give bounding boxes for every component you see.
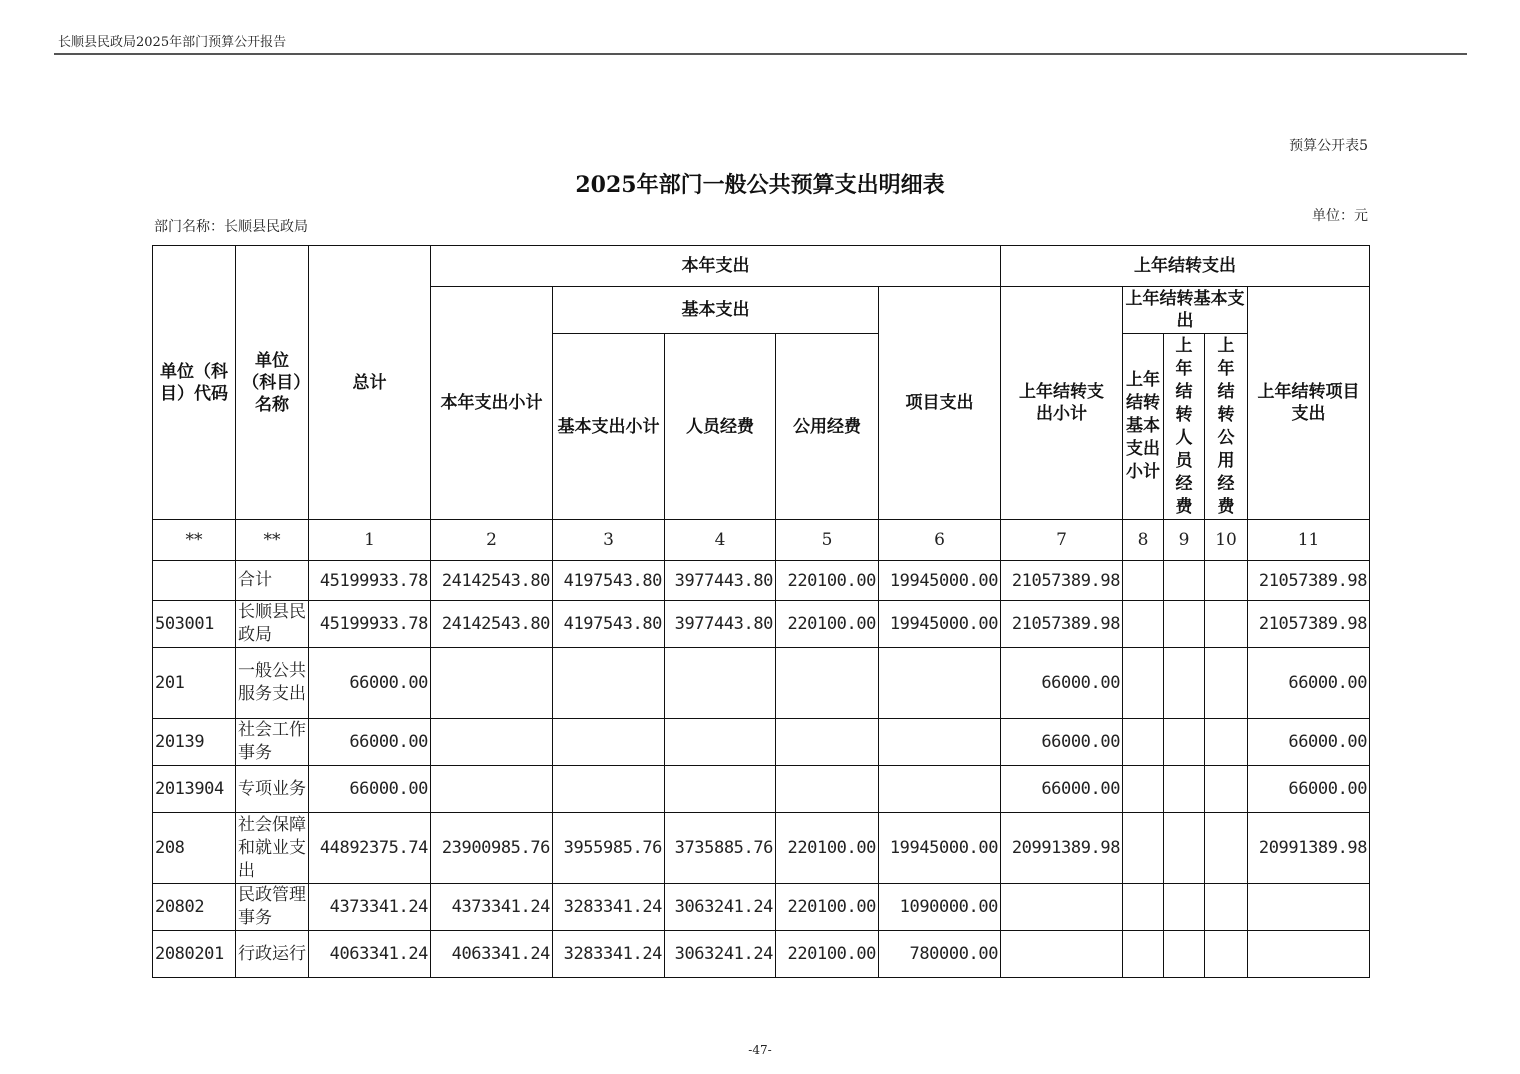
index-cell: 10 [1205, 520, 1248, 561]
cell-public: 220100.00 [776, 884, 879, 931]
cell-public: 220100.00 [776, 561, 879, 601]
index-cell: 1 [309, 520, 431, 561]
cell-prior-project: 66000.00 [1248, 719, 1370, 766]
cell-prior-subtotal: 66000.00 [1001, 648, 1123, 719]
cell-prior-project: 21057389.98 [1248, 601, 1370, 648]
header-project: 项目支出 [879, 287, 1001, 520]
cell-prior-subtotal: 21057389.98 [1001, 601, 1123, 648]
row-code: 20802 [153, 884, 236, 931]
row-code: 2080201 [153, 931, 236, 978]
cell-total: 66000.00 [309, 766, 431, 813]
header-total: 总计 [309, 246, 431, 520]
department-name: 部门名称：长顺县民政局 [154, 219, 308, 235]
header-prior-basic-subtotal: 上年结转基本支出小计 [1123, 334, 1164, 520]
row-name: 社会保障和就业支出 [236, 813, 309, 884]
cell-current-subtotal: 4063341.24 [431, 931, 553, 978]
row-name: 合计 [236, 561, 309, 601]
cell-prior-public [1205, 601, 1248, 648]
cell-public: 220100.00 [776, 931, 879, 978]
cell-basic-subtotal: 4197543.80 [553, 561, 665, 601]
header-divider [54, 53, 1467, 55]
cell-prior-personnel [1164, 719, 1205, 766]
cell-prior-public [1205, 884, 1248, 931]
cell-prior-personnel [1164, 601, 1205, 648]
cell-prior-subtotal: 20991389.98 [1001, 813, 1123, 884]
header-current-year: 本年支出 [431, 246, 1001, 287]
cell-basic-subtotal [553, 719, 665, 766]
cell-prior-personnel [1164, 648, 1205, 719]
cell-public: 220100.00 [776, 813, 879, 884]
cell-personnel: 3735885.76 [665, 813, 776, 884]
cell-prior-public [1205, 813, 1248, 884]
cell-prior-public [1205, 719, 1248, 766]
header-basic-subtotal: 基本支出小计 [553, 334, 665, 520]
cell-prior-basic-subtotal [1123, 766, 1164, 813]
row-code: 201 [153, 648, 236, 719]
table-row [153, 648, 1370, 719]
header-prior-year: 上年结转支出 [1001, 246, 1370, 287]
cell-project: 1090000.00 [879, 884, 1001, 931]
table-row [153, 766, 1370, 813]
cell-project [879, 648, 1001, 719]
cell-total: 4063341.24 [309, 931, 431, 978]
cell-current-subtotal [431, 648, 553, 719]
index-cell: ** [153, 520, 236, 561]
cell-prior-basic-subtotal [1123, 719, 1164, 766]
table-row [153, 719, 1370, 766]
cell-personnel: 3063241.24 [665, 884, 776, 931]
header-prior-basic: 上年结转基本支出 [1123, 287, 1248, 334]
header-prior-public: 上年结转公用经费 [1205, 334, 1248, 520]
cell-prior-basic-subtotal [1123, 561, 1164, 601]
cell-personnel [665, 766, 776, 813]
cell-total: 45199933.78 [309, 601, 431, 648]
cell-basic-subtotal [553, 648, 665, 719]
row-code: 20139 [153, 719, 236, 766]
cell-basic-subtotal: 4197543.80 [553, 601, 665, 648]
cell-public: 220100.00 [776, 601, 879, 648]
cell-project: 19945000.00 [879, 813, 1001, 884]
row-code: 503001 [153, 601, 236, 648]
cell-total: 66000.00 [309, 719, 431, 766]
index-cell: 2 [431, 520, 553, 561]
cell-prior-basic-subtotal [1123, 931, 1164, 978]
row-name: 民政管理事务 [236, 884, 309, 931]
header-basic: 基本支出 [553, 287, 879, 334]
cell-prior-basic-subtotal [1123, 601, 1164, 648]
cell-current-subtotal: 24142543.80 [431, 601, 553, 648]
header-code: 单位（科目）代码 [153, 246, 236, 520]
cell-project: 19945000.00 [879, 561, 1001, 601]
cell-prior-project [1248, 884, 1370, 931]
index-cell: 3 [553, 520, 665, 561]
index-cell: ** [236, 520, 309, 561]
cell-prior-public [1205, 561, 1248, 601]
cell-prior-subtotal: 66000.00 [1001, 719, 1123, 766]
budget-table [152, 245, 1370, 978]
cell-prior-public [1205, 931, 1248, 978]
cell-prior-basic-subtotal [1123, 884, 1164, 931]
cell-current-subtotal: 23900985.76 [431, 813, 553, 884]
index-cell: 11 [1248, 520, 1370, 561]
cell-prior-subtotal [1001, 884, 1123, 931]
row-code: 2013904 [153, 766, 236, 813]
cell-prior-project [1248, 931, 1370, 978]
header-name: 单位（科目）名称 [236, 246, 309, 520]
cell-basic-subtotal: 3283341.24 [553, 884, 665, 931]
table-row [153, 601, 1370, 648]
header-public: 公用经费 [776, 334, 879, 520]
header-prior-subtotal: 上年结转支出小计 [1001, 287, 1123, 520]
cell-prior-subtotal [1001, 931, 1123, 978]
cell-public [776, 719, 879, 766]
page-header-title: 长顺县民政局2025年部门预算公开报告 [58, 35, 287, 50]
cell-project [879, 766, 1001, 813]
cell-personnel [665, 648, 776, 719]
row-code: 208 [153, 813, 236, 884]
cell-project [879, 719, 1001, 766]
row-name: 一般公共服务支出 [236, 648, 309, 719]
cell-public [776, 766, 879, 813]
table-row [153, 884, 1370, 931]
cell-personnel [665, 719, 776, 766]
header-personnel: 人员经费 [665, 334, 776, 520]
index-cell: 6 [879, 520, 1001, 561]
table-row [153, 561, 1370, 601]
cell-public [776, 648, 879, 719]
row-name: 社会工作事务 [236, 719, 309, 766]
header-prior-project: 上年结转项目支出 [1248, 287, 1370, 520]
row-name: 专项业务 [236, 766, 309, 813]
cell-prior-personnel [1164, 931, 1205, 978]
cell-prior-subtotal: 66000.00 [1001, 766, 1123, 813]
cell-basic-subtotal [553, 766, 665, 813]
cell-prior-project: 20991389.98 [1248, 813, 1370, 884]
row-name: 长顺县民政局 [236, 601, 309, 648]
cell-personnel: 3063241.24 [665, 931, 776, 978]
cell-prior-project: 21057389.98 [1248, 561, 1370, 601]
cell-total: 4373341.24 [309, 884, 431, 931]
cell-current-subtotal [431, 766, 553, 813]
index-cell: 5 [776, 520, 879, 561]
cell-prior-public [1205, 648, 1248, 719]
row-code [153, 561, 236, 601]
header-current-subtotal: 本年支出小计 [431, 287, 553, 520]
cell-current-subtotal: 4373341.24 [431, 884, 553, 931]
cell-prior-basic-subtotal [1123, 648, 1164, 719]
cell-prior-subtotal: 21057389.98 [1001, 561, 1123, 601]
page-title: 2025年部门一般公共预算支出明细表 [575, 172, 945, 198]
unit-label: 单位：元 [1312, 208, 1368, 224]
cell-personnel: 3977443.80 [665, 601, 776, 648]
cell-basic-subtotal: 3283341.24 [553, 931, 665, 978]
cell-current-subtotal [431, 719, 553, 766]
cell-prior-public [1205, 766, 1248, 813]
index-cell: 7 [1001, 520, 1123, 561]
cell-prior-project: 66000.00 [1248, 766, 1370, 813]
cell-prior-personnel [1164, 884, 1205, 931]
cell-total: 66000.00 [309, 648, 431, 719]
cell-total: 44892375.74 [309, 813, 431, 884]
cell-project: 19945000.00 [879, 601, 1001, 648]
cell-personnel: 3977443.80 [665, 561, 776, 601]
table-row [153, 931, 1370, 978]
page-number: -47- [748, 1043, 772, 1057]
cell-basic-subtotal: 3955985.76 [553, 813, 665, 884]
index-cell: 9 [1164, 520, 1205, 561]
cell-current-subtotal: 24142543.80 [431, 561, 553, 601]
cell-prior-personnel [1164, 813, 1205, 884]
index-cell: 8 [1123, 520, 1164, 561]
cell-prior-basic-subtotal [1123, 813, 1164, 884]
cell-prior-project: 66000.00 [1248, 648, 1370, 719]
cell-total: 45199933.78 [309, 561, 431, 601]
cell-project: 780000.00 [879, 931, 1001, 978]
table-row [153, 813, 1370, 884]
header-prior-personnel: 上年结转人员经费 [1164, 334, 1205, 520]
index-cell: 4 [665, 520, 776, 561]
cell-prior-personnel [1164, 561, 1205, 601]
cell-prior-personnel [1164, 766, 1205, 813]
table-number: 预算公开表5 [1289, 138, 1368, 154]
row-name: 行政运行 [236, 931, 309, 978]
